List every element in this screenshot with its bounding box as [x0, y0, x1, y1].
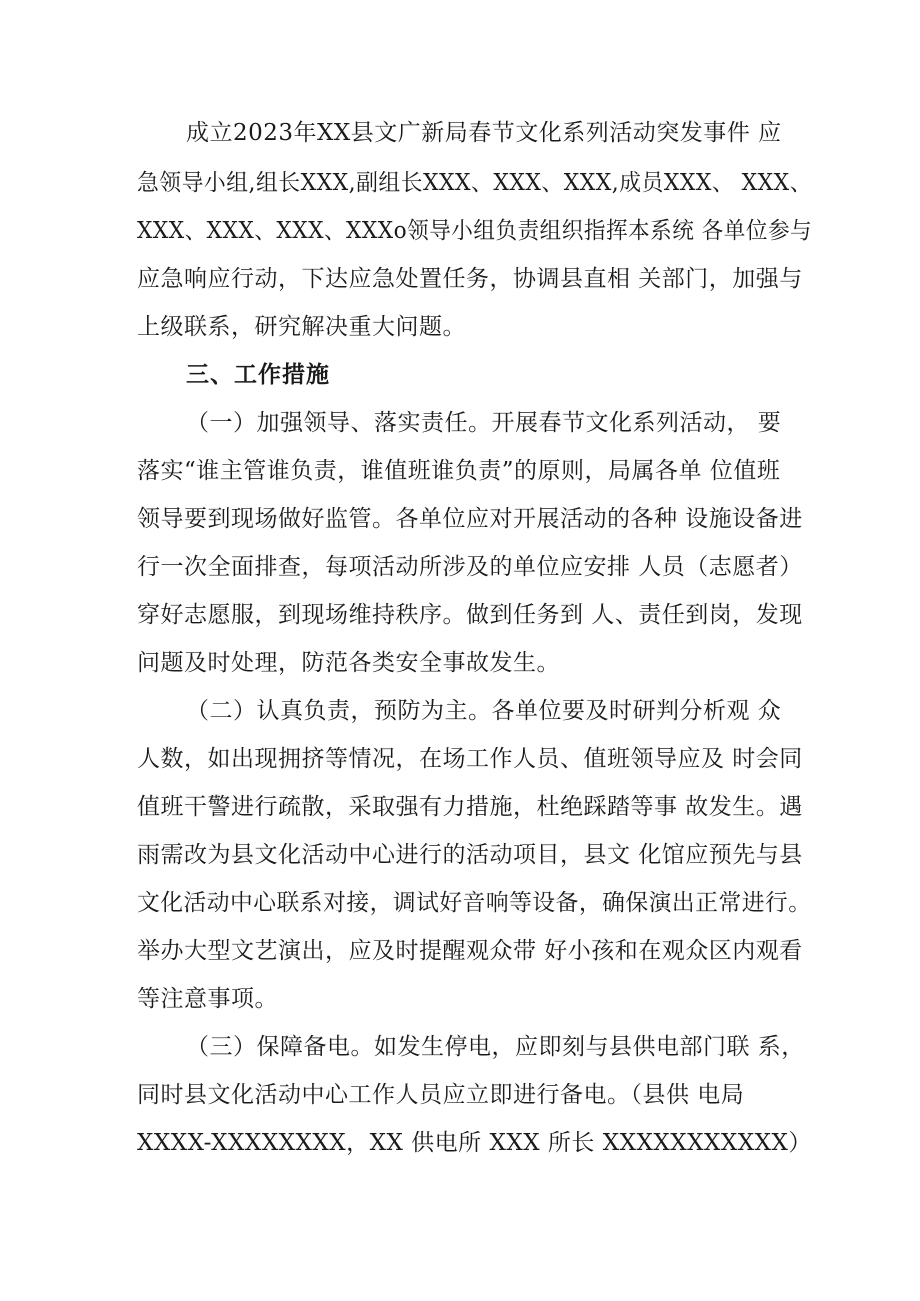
- paragraph-3-line-6: 举办大型文艺演出，应及时提醒观众带 好小孩和在观众区内观看: [137, 938, 803, 964]
- paragraph-1-line-2: 急领导小组,组长XXX,副组长XXX、XXX、XXX,成员XXX、 XXX、: [137, 170, 813, 196]
- paragraph-2-line-5: 穿好志愿服，到现场维持秩序。做到任务到 人、责任到岗，发现: [137, 602, 803, 628]
- paragraph-1-line-1: 成立2023年XX县文广新局春节文化系列活动突发事件 应: [186, 120, 782, 146]
- paragraph-3-line-2: 人数，如出现拥挤等情况，在场工作人员、值班领导应及 时会同: [137, 746, 803, 772]
- paragraph-1-line-5: 上级联系，研究解决重大问题。: [137, 314, 466, 340]
- section-heading: 三、工作措施: [186, 362, 330, 388]
- paragraph-2-line-3: 领导要到现场做好监管。各单位应对开展活动的各种 设施设备进: [137, 506, 803, 532]
- paragraph-3-line-5: 文化活动中心联系对接，调试好音响等设备，确保演出正常进行。: [137, 890, 812, 916]
- paragraph-3-line-4: 雨需改为县文化活动中心进行的活动项目，县文 化馆应预先与县: [137, 842, 803, 868]
- paragraph-1-line-4: 应急响应行动，下达应急处置任务，协调县直相 关部门，加强与: [137, 266, 803, 292]
- paragraph-3-line-1: （二）认真负责，预防为主。各单位要及时研判分析观 众: [186, 698, 782, 724]
- paragraph-3-line-7: 等注意事项。: [137, 986, 278, 1012]
- paragraph-2-line-4: 行一次全面排查，每项活动所涉及的单位应安排 人员（志愿者）: [137, 554, 803, 580]
- paragraph-3-line-3: 值班干警进行疏散，采取强有力措施，杜绝踩踏等事 故发生。遇: [137, 794, 803, 820]
- paragraph-2-line-1: （一）加强领导、落实责任。开展春节文化系列活动， 要: [186, 410, 782, 436]
- paragraph-2-line-6: 问题及时处理，防范各类安全事故发生。: [137, 650, 560, 676]
- paragraph-4-line-3: XXXX-XXXXXXXX，XX 供电所 XXX 所长 XXXXXXXXXXX）: [137, 1130, 812, 1156]
- paragraph-1-line-3: XXX、XXX、XXX、XXXo领导小组负责组织指挥本系统 各单位参与: [137, 218, 813, 244]
- paragraph-4-line-1: （三）保障备电。如发生停电，应即刻与县供电部门联 系，: [186, 1034, 805, 1060]
- paragraph-2-line-2: 落实“谁主管谁负责，谁值班谁负责”的原则，局属各单 位值班: [137, 458, 781, 484]
- paragraph-4-line-2: 同时县文化活动中心工作人员应立即进行备电。（县供 电局: [137, 1082, 745, 1108]
